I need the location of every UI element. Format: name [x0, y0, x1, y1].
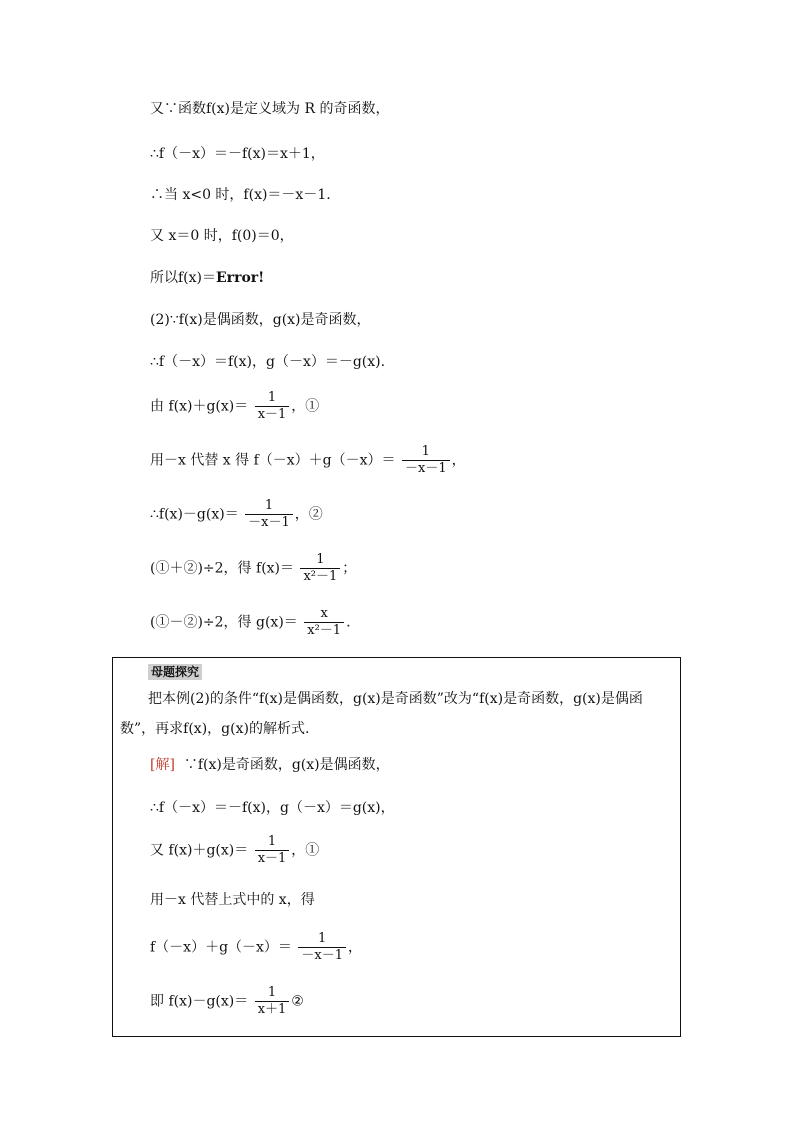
line-5: 所以f(x)＝Error! [150, 270, 265, 286]
box-line-1: [解] ∵f(x)是奇函数，g(x)是偶函数， [150, 757, 390, 773]
fraction: $\frac{1}{x+1}$ [255, 985, 290, 1018]
line-8: 由 f(x)＋g(x)＝ $\frac{1}{x-1}$ ，① [150, 390, 320, 422]
box-line-4: 用－x 代替上式中的 x，得 [150, 892, 315, 908]
fraction: $\frac{1}{-x-1}$ [402, 444, 450, 477]
box-line-5: f（－x）＋g（－x）＝ $\frac{1}{-x-1}$ ， [150, 931, 362, 963]
line-11: (①＋②)÷2，得 f(x)＝ $\frac{1}{\text{x²－1}}$ ； [150, 552, 357, 584]
line-7: ∴f（－x）＝f(x)，g（－x）＝－g(x). [150, 354, 386, 370]
line-6: (2)∵f(x)是偶函数，g(x)是奇函数， [150, 312, 371, 328]
box-problem-text: 把本例(2)的条件“f(x)是偶函数，g(x)是奇函数”改为“f(x)是奇函数，g(x)是偶函数”，再求f(x)，g(x)的解析式. [120, 691, 643, 737]
fraction: $\frac{1}{-x-1}$ [245, 498, 293, 531]
line-2: ∴f（－x）＝－f(x)＝x＋1， [150, 146, 325, 162]
box-tag: 母题探究 [148, 664, 202, 680]
line-12: (①－②)÷2，得 g(x)＝ $\frac{x}{\text{x²－1}}$ . [150, 606, 351, 638]
fraction: $\frac{1}{-x-1}$ [298, 931, 346, 964]
line-10: ∴f(x)－g(x)＝ $\frac{1}{-x-1}$ ，② [150, 498, 323, 530]
fraction: $\frac{x}{\text{x²－1}}$ [304, 606, 344, 639]
line-9: 用－x 代替 x 得 f（－x）＋g（－x）＝ $\frac{1}{-x-1}$ ， [150, 444, 466, 476]
box-line-6: 即 f(x)－g(x)＝ $\frac{1}{x+1}$ ② [150, 985, 304, 1017]
line-3: ∴当 x<0 时，f(x)＝－x－1. [150, 187, 331, 203]
line-4: 又 x＝0 时，f(0)＝0， [150, 228, 294, 244]
line-1: 又∵函数f(x)是定义域为 R 的奇函数， [150, 101, 390, 117]
fraction: $\frac{1}{x-1}$ [255, 834, 290, 867]
fraction: $\frac{1}{x-1}$ [255, 390, 290, 423]
box-line-2: ∴f（－x）＝－f(x)，g（－x）＝g(x)， [150, 800, 395, 816]
solution-label: [解] [150, 757, 175, 773]
fraction: $\frac{1}{\text{x²－1}}$ [300, 552, 340, 585]
box-line-3: 又 f(x)＋g(x)＝ $\frac{1}{x-1}$ ，① [150, 834, 320, 866]
